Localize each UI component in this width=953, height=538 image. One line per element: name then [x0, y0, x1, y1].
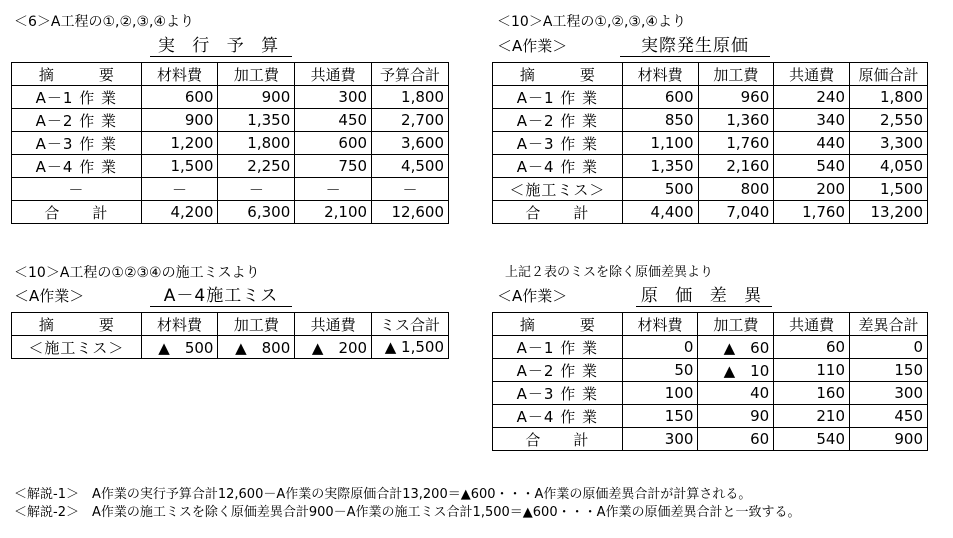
header-row	[12, 63, 449, 86]
cell-value: 2,160	[698, 155, 774, 178]
cell-value: 340	[774, 109, 850, 132]
cell-value: 6,300	[218, 201, 295, 224]
row-label: A－3 作 業	[493, 132, 623, 155]
column-header: 共通費	[774, 313, 850, 336]
variance-table	[492, 312, 928, 451]
column-header: 加工費	[698, 63, 774, 86]
column-header: 材料費	[622, 313, 698, 336]
budget-table	[11, 62, 449, 224]
cell-value: 1,350	[622, 155, 698, 178]
table-row	[493, 201, 928, 224]
column-header: 共通費	[295, 63, 372, 86]
row-label: A－1 作 業	[12, 86, 142, 109]
cell-value: 3,300	[850, 132, 928, 155]
table-row	[493, 428, 928, 451]
row-label: A－4 作 業	[12, 155, 142, 178]
column-header: 材料費	[141, 313, 218, 336]
cell-value: 2,550	[850, 109, 928, 132]
table-row	[493, 109, 928, 132]
cell-value: 900	[218, 86, 295, 109]
cell-value: 600	[622, 86, 698, 109]
actual-cost-title: 実際発生原価	[620, 36, 770, 57]
cell-value: 13,200	[850, 201, 928, 224]
row-label: 合 計	[493, 428, 623, 451]
table-row	[493, 359, 928, 382]
table-row	[493, 86, 928, 109]
error-heading: ＜10＞A工程の①②③④の施工ミスより	[14, 265, 260, 281]
column-header: 加工費	[218, 63, 295, 86]
column-header: 摘 要	[12, 313, 142, 336]
cell-value: 2,250	[218, 155, 295, 178]
column-header: 共通費	[774, 63, 850, 86]
variance-sub: ＜A作業＞	[497, 287, 568, 305]
cell-value: 300	[622, 428, 698, 451]
cell-value: 1,200	[141, 132, 218, 155]
header-row	[12, 313, 449, 336]
variance-title: 原 価 差 異	[636, 286, 772, 307]
cell-value: 960	[698, 86, 774, 109]
column-header: 摘 要	[493, 313, 623, 336]
column-header: 共通費	[295, 313, 372, 336]
cell-value: 1,800	[218, 132, 295, 155]
actual-cost-table	[492, 62, 928, 224]
table-row	[12, 178, 449, 201]
table-row	[12, 336, 449, 359]
cell-value: 40	[698, 382, 774, 405]
row-label: A－1 作 業	[493, 336, 623, 359]
column-header: 原価合計	[850, 63, 928, 86]
header-row	[493, 313, 928, 336]
column-header: 摘 要	[12, 63, 142, 86]
cell-value: 200	[774, 178, 850, 201]
row-label: －	[12, 178, 142, 201]
column-header: 加工費	[698, 313, 774, 336]
cell-value: 450	[295, 109, 372, 132]
budget-title: 実 行 予 算	[150, 36, 292, 57]
row-label: ＜施工ミス＞	[493, 178, 623, 201]
column-header: 材料費	[141, 63, 218, 86]
cell-value: 500	[622, 178, 698, 201]
cell-value: 240	[774, 86, 850, 109]
row-label: A－2 作 業	[493, 109, 623, 132]
cell-value: 900	[850, 428, 928, 451]
error-title: A－4施工ミス	[150, 286, 292, 307]
column-header: 材料費	[622, 63, 698, 86]
budget-heading: ＜6＞A工程の①,②,③,④より	[14, 14, 195, 30]
cell-value: 3,600	[372, 132, 449, 155]
explanation-1: ＜解説-1＞ A作業の実行予算合計12,600－A作業の実際原価合計13,200＝▲600・・・A作業の原価差異合計が計算される。	[14, 487, 752, 502]
cell-value: 2,700	[372, 109, 449, 132]
row-label: A－4 作 業	[493, 155, 623, 178]
cell-value: －	[372, 178, 449, 201]
cell-value: 1,800	[850, 86, 928, 109]
row-label: ＜施工ミス＞	[12, 336, 142, 359]
column-header: 差異合計	[850, 313, 928, 336]
cell-value: 1,760	[774, 201, 850, 224]
cell-value: ▲ 60	[698, 336, 774, 359]
row-label: A－2 作 業	[493, 359, 623, 382]
cell-value: 210	[774, 405, 850, 428]
cell-value: 1,360	[698, 109, 774, 132]
actual-cost-heading: ＜10＞A工程の①,②,③,④より	[497, 14, 686, 30]
column-header: 摘 要	[493, 63, 623, 86]
cell-value: 850	[622, 109, 698, 132]
cell-value: 60	[774, 336, 850, 359]
row-label: A－3 作 業	[12, 132, 142, 155]
cell-value: ▲ 1,500	[372, 336, 449, 359]
cell-value: 440	[774, 132, 850, 155]
cell-value: 7,040	[698, 201, 774, 224]
cell-value: 160	[774, 382, 850, 405]
cell-value: 1,500	[850, 178, 928, 201]
row-label: 合 計	[12, 201, 142, 224]
table-row	[493, 382, 928, 405]
cell-value: 1,800	[372, 86, 449, 109]
cell-value: 90	[698, 405, 774, 428]
cell-value: 600	[141, 86, 218, 109]
cell-value: 110	[774, 359, 850, 382]
cell-value: ▲ 500	[141, 336, 218, 359]
actual-cost-sub: ＜A作業＞	[497, 37, 568, 55]
table-row	[493, 155, 928, 178]
table-row	[12, 201, 449, 224]
cell-value: 150	[850, 359, 928, 382]
cell-value: 800	[698, 178, 774, 201]
table-row	[12, 132, 449, 155]
cell-value: 100	[622, 382, 698, 405]
row-label: A－2 作 業	[12, 109, 142, 132]
cell-value: 12,600	[372, 201, 449, 224]
cell-value: 4,500	[372, 155, 449, 178]
cell-value: ▲ 10	[698, 359, 774, 382]
cell-value: 300	[295, 86, 372, 109]
table-row	[493, 132, 928, 155]
error-table	[11, 312, 449, 359]
cell-value: 0	[850, 336, 928, 359]
cell-value: ▲ 800	[218, 336, 295, 359]
row-label: 合 計	[493, 201, 623, 224]
cell-value: 1,760	[698, 132, 774, 155]
cell-value: －	[141, 178, 218, 201]
row-label: A－3 作 業	[493, 382, 623, 405]
cell-value: 150	[622, 405, 698, 428]
column-header: ミス合計	[372, 313, 449, 336]
cell-value: 4,400	[622, 201, 698, 224]
explanation-2: ＜解説-2＞ A作業の施工ミスを除く原価差異合計900－A作業の施工ミス合計1,500＝▲600・・・A作業の原価差異合計と一致する。	[14, 505, 801, 520]
cell-value: 4,050	[850, 155, 928, 178]
cell-value: 1,100	[622, 132, 698, 155]
column-header: 加工費	[218, 313, 295, 336]
table-row	[493, 336, 928, 359]
cell-value: －	[295, 178, 372, 201]
cell-value: 0	[622, 336, 698, 359]
cell-value: 900	[141, 109, 218, 132]
table-row	[12, 86, 449, 109]
column-header: 予算合計	[372, 63, 449, 86]
table-row	[12, 109, 449, 132]
cell-value: 600	[295, 132, 372, 155]
cell-value: 60	[698, 428, 774, 451]
cell-value: 300	[850, 382, 928, 405]
variance-heading: 上記２表のミスを除く原価差異より	[505, 265, 714, 280]
table-row	[493, 405, 928, 428]
cell-value: 4,200	[141, 201, 218, 224]
cell-value: 750	[295, 155, 372, 178]
cell-value: 540	[774, 155, 850, 178]
cell-value: －	[218, 178, 295, 201]
header-row	[493, 63, 928, 86]
cell-value: 1,350	[218, 109, 295, 132]
cell-value: 450	[850, 405, 928, 428]
table-row	[493, 178, 928, 201]
cell-value: 50	[622, 359, 698, 382]
row-label: A－4 作 業	[493, 405, 623, 428]
error-sub: ＜A作業＞	[14, 287, 85, 305]
cell-value: 540	[774, 428, 850, 451]
cell-value: 1,500	[141, 155, 218, 178]
row-label: A－1 作 業	[493, 86, 623, 109]
cell-value: 2,100	[295, 201, 372, 224]
cell-value: ▲ 200	[295, 336, 372, 359]
table-row	[12, 155, 449, 178]
